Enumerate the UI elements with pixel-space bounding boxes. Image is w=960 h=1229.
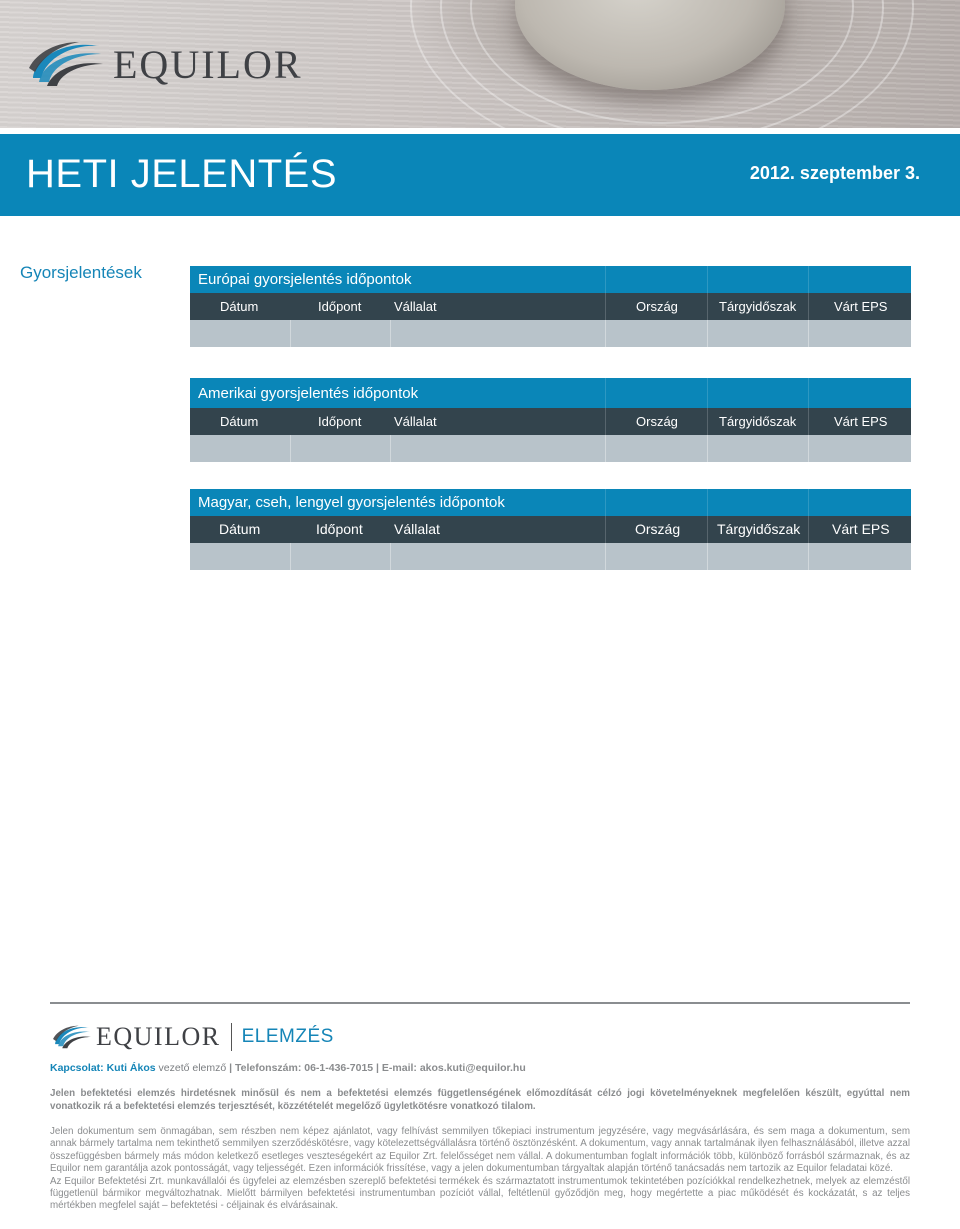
footer-logo-suffix: ELEMZÉS <box>241 1026 334 1047</box>
table-header-row <box>190 408 911 435</box>
hu-cz-pl-earnings-table <box>190 489 911 570</box>
col-header-time: Időpont <box>318 414 362 429</box>
table-row-empty <box>190 320 911 347</box>
table-caption-text: Magyar, cseh, lengyel gyorsjelentés időpontok <box>198 494 505 511</box>
col-header-date: Dátum <box>220 414 259 429</box>
equilor-swirl-icon <box>27 38 105 90</box>
col-header-eps: Várt EPS <box>834 299 888 314</box>
footer-logo-wordmark: EQUILOR <box>96 1022 221 1051</box>
disclaimer-paragraph: Az Equilor Befektetési Zrt. munkavállalói és ügyfelei az elemzésben szereplő befektetési termékek és származtatott instrumentumok tekintetében pozíciókkal rendelkezhetnek, melyek az elemzéstől függetlenül bármikor megváltozhatnak. Mielőtt bármilyen befektetési instrumentumban pozíciót vállal, feltétlenül győződjön meg, hogy megértette a piac működését és kockázatát, s az teljes mértékben megfelel saját – befektetési - céljainak és elvárásainak. <box>50 1175 910 1212</box>
header-banner <box>0 0 960 128</box>
footer-logo-separator <box>231 1023 232 1051</box>
table-row-empty <box>190 543 911 570</box>
table-header-row <box>190 516 911 543</box>
col-header-eps: Várt EPS <box>834 414 888 429</box>
contact-name: Kapcsolat: Kuti Ákos <box>50 1062 156 1074</box>
table-caption-text: Európai gyorsjelentés időpontok <box>198 271 412 288</box>
table-caption <box>190 489 911 516</box>
col-header-company: Vállalat <box>394 414 437 429</box>
report-date: 2012. szeptember 3. <box>749 163 920 183</box>
page-title: HETI JELENTÉS <box>26 152 338 196</box>
col-header-date: Dátum <box>219 521 261 537</box>
american-earnings-table <box>190 378 911 462</box>
table-row-empty <box>190 435 911 462</box>
col-header-period: Tárgyidőszak <box>719 299 797 314</box>
col-header-country: Ország <box>636 299 678 314</box>
col-header-period: Tárgyidőszak <box>719 414 797 429</box>
col-header-company: Vállalat <box>394 299 437 314</box>
equilor-swirl-icon <box>52 1023 92 1051</box>
contact-line <box>50 1062 526 1074</box>
disclaimer-bold: Jelen befektetési elemzés hirdetésnek minősül és nem a befektetési elemzés függetlenségének előmozdítását célzó jogi követelményeknek megfelelően készült, egyúttal nem vonatkozik rá a befektetési elemzés terjesztését, közzétételét megelőző ügyletkötésre vonatkozó tilalom. <box>50 1088 910 1112</box>
footer-rule <box>50 1002 910 1004</box>
disclaimer-body <box>50 1126 910 1213</box>
col-header-period: Tárgyidőszak <box>717 521 801 537</box>
table-caption <box>190 378 911 408</box>
col-header-time: Időpont <box>316 521 363 537</box>
footer-logo <box>52 1022 334 1052</box>
equilor-logo <box>27 38 303 90</box>
col-header-country: Ország <box>636 414 678 429</box>
disclaimer-paragraph: Jelen dokumentum sem önmagában, sem részben nem képez ajánlatot, vagy felhívást semmilyen tőkepiaci instrumentum jegyzésére, vagy megvásárlására, és sem maga a dokumentum, sem annak bármely tartalma nem tekinthető semmilyen szerződéskötésre, vagy kötelezettségvállalásra történő ösztönzésként. A dokumentum, vagy annak tartalmának ilyen felhasználásából, illetve azzal összefüggésben bármely más módon keletkező esetleges veszteségekért az Equilor Zrt. felelősséget nem vállal. A dokumentumban foglalt információk több, különböző forrásból származnak, és az Equilor nem garantálja azok pontosságát, vagy teljességét. Ezen információk frissítése, vagy a jelen dokumentumban tárgyaltak alapján történő tanácsadás nem tartozik az Equilor feladatai közé. <box>50 1126 910 1175</box>
table-header-row <box>190 293 911 320</box>
european-earnings-table <box>190 266 911 347</box>
contact-role: vezető elemző <box>155 1062 230 1074</box>
col-header-company: Vállalat <box>394 521 440 537</box>
col-header-eps: Várt EPS <box>832 521 890 537</box>
col-header-time: Időpont <box>318 299 362 314</box>
col-header-date: Dátum <box>220 299 259 314</box>
col-header-country: Ország <box>635 521 681 537</box>
section-label: Gyorsjelentések <box>20 263 142 282</box>
table-caption-text: Amerikai gyorsjelentés időpontok <box>198 385 419 402</box>
table-caption <box>190 266 911 293</box>
contact-details: | Telefonszám: 06-1-436-7015 | E-mail: akos.kuti@equilor.hu <box>229 1062 526 1074</box>
logo-wordmark: EQUILOR <box>113 41 303 87</box>
